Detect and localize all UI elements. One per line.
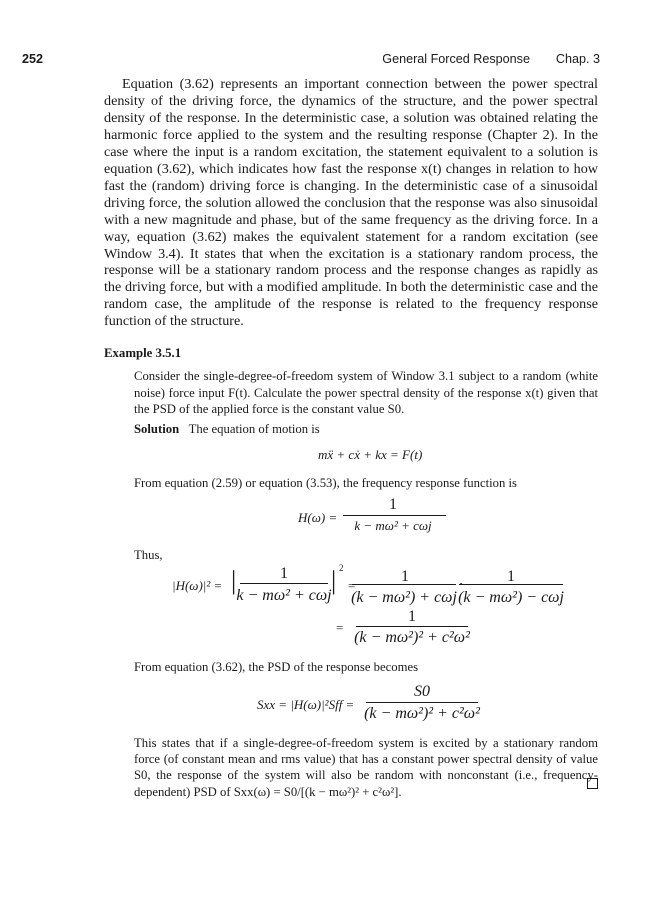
end-of-proof-icon — [587, 778, 598, 789]
psd-numerator: S0 — [414, 683, 430, 700]
page-number: 252 — [22, 52, 44, 66]
product-numerator-1: 1 — [401, 568, 409, 585]
product-denominator-2: (k − mω²) − cωj — [458, 589, 564, 606]
psd-lead: From equation (3.62), the PSD of the response becomes — [134, 660, 419, 674]
example-statement: Consider the single-degree-of-freedom system of Window 3.1 subject to a random (white noise) force input F(t). Calculate the power spectral density of the response x(t) given that the PSD of the applied force is the constant value S0. — [134, 369, 598, 416]
solution-line — [134, 422, 320, 437]
result-numerator: 1 — [408, 608, 416, 625]
body-paragraph: Equation (3.62) represents an important connection between the power spectral density of the driving force, the dynamics of the structure, and the power spectral density of the response. In the deterministic case, a solution was obtained relating the harmonic force applied to the system and the resulting response (Chapter 2). In the case where the input is a random excitation, the statement equivalent to a solution is equation (3.62), which indicates how fast the response x(t) changes in relation to how fast the (random) driving force is changing. In the deterministic case of a sinusoidal driving force, the solution allowed the conclusion that the response was also sinusoidal with a new magnitude and phase, but of the same frequency as the driving force. In a way, equation (3.62) makes the equivalent statement for a random excitation (see Window 3.4). It states that when the excitation is a stationary random process, the response will be a stationary random process and the response changes as rapidly as the driving force, but with a modified amplitude. In both the deterministic case and the random case, the amplitude of the response is related to the frequency response function of the structure. — [104, 76, 598, 330]
abs-bar-left: | — [231, 566, 237, 595]
section-title: General Forced Response — [382, 52, 530, 66]
h-denominator: k − mω² + cωj — [354, 518, 432, 533]
h-numerator: 1 — [389, 496, 397, 513]
h-lhs: H(ω) = — [298, 510, 338, 525]
running-header — [22, 52, 600, 68]
example-title: Example 3.5.1 — [104, 346, 182, 360]
equals-sign-1: = — [348, 578, 356, 593]
product-numerator-2: 1 — [507, 568, 515, 585]
result-fraction-bar — [356, 626, 468, 627]
solution-intro: The equation of motion is — [188, 422, 320, 436]
solution-label: Solution — [134, 422, 180, 436]
psd-lhs: Sxx = |H(ω)|²Sff = — [257, 697, 355, 712]
product-denominator-1: (k − mω²) + cωj — [351, 589, 457, 606]
product-fraction-bar-1 — [352, 584, 456, 585]
psd-denominator: (k − mω²)² + c²ω² — [364, 705, 480, 722]
mag-denominator: k − mω² + cωj — [236, 587, 332, 604]
closing-paragraph: This states that if a single-degree-of-freedom system is excited by a stationary random force (of constant mean and rms value) that has a constant power spectral density of value S0, the response of the system will also be random with nonconstant (i.e., frequency-dependent) PSD of Sxx(ω) = S0/[(k − mω²)² + c²ω²]. — [134, 736, 598, 799]
mag-numerator: 1 — [280, 565, 288, 582]
mag-lhs: |H(ω)|² = — [172, 578, 223, 593]
mag-exponent: 2 — [339, 563, 344, 573]
abs-bar-right: | — [331, 566, 337, 595]
mag-fraction-bar — [240, 583, 328, 584]
thus-label: Thus, — [134, 548, 163, 562]
dot-operator: · — [459, 576, 464, 591]
chapter-label: Chap. 3 — [555, 52, 600, 66]
frequency-response-lead: From equation (2.59) or equation (3.53), the frequency response function is — [134, 476, 517, 490]
result-denominator: (k − mω²)² + c²ω² — [354, 629, 470, 646]
psd-fraction-bar — [366, 702, 478, 703]
equation-of-motion: mẍ + cẋ + kx = F(t) — [318, 447, 423, 462]
h-fraction-bar — [343, 515, 446, 516]
product-fraction-bar-2 — [459, 584, 563, 585]
equals-sign-2: = — [336, 620, 344, 635]
